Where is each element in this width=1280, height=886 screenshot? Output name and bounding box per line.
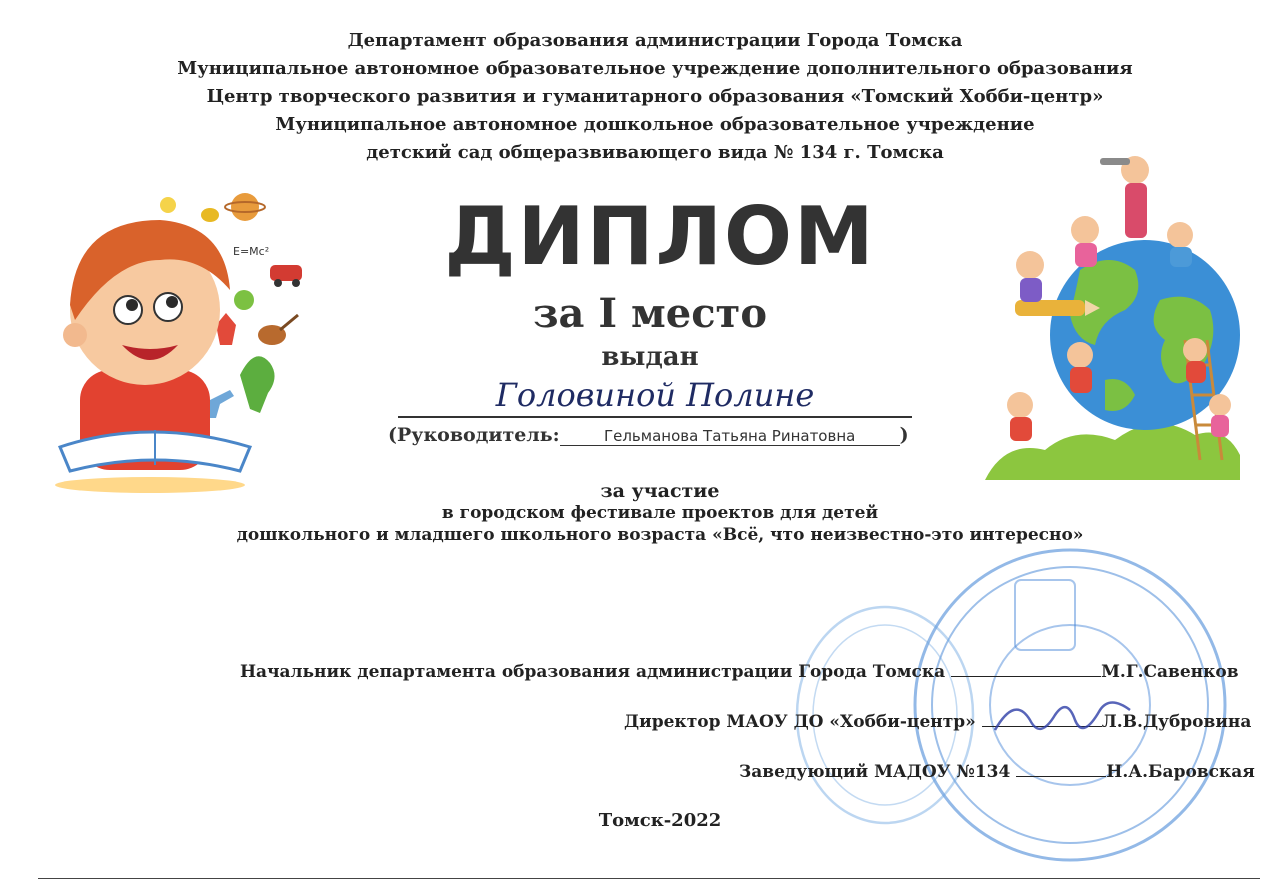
issued-label: выдан xyxy=(601,342,699,372)
lightbulb-icon xyxy=(160,197,176,213)
award-place: за I место xyxy=(532,290,768,337)
signatory-name: Л.В.Дубровина xyxy=(1101,712,1252,732)
signature xyxy=(990,690,1140,750)
bee-icon xyxy=(201,208,219,222)
signatory-position: Директор МАОУ ДО «Хобби-центр» xyxy=(624,712,976,732)
child-figure xyxy=(1007,392,1033,418)
signatory-name: Н.А.Баровская xyxy=(1106,762,1255,782)
supervisor-line xyxy=(388,424,928,446)
supervisor-name: Гельманова Татьяна Ринатовна xyxy=(560,427,900,446)
header xyxy=(0,27,1280,167)
formula-text: E=Mc² xyxy=(233,245,270,258)
reason-line-age-group: дошкольного и младшего школьного возраста «Всё, что неизвестно-это интересно» xyxy=(236,525,1084,545)
award-reason xyxy=(220,480,1100,546)
signatory-name: М.Г.Савенков xyxy=(1101,662,1239,682)
supervisor-close: ) xyxy=(899,424,909,446)
recipient-name: Головиной Полине xyxy=(398,376,912,418)
supervisor-label: (Руководитель: xyxy=(388,424,560,446)
bottom-rule xyxy=(38,878,1260,879)
city-year: Томск-2022 xyxy=(598,810,722,831)
reason-line-festival: в городском фестивале проектов для детей xyxy=(441,503,879,523)
signatory-position: Заведующий МАДОУ №134 xyxy=(739,762,1011,782)
reason-line-participation: за участие xyxy=(600,480,720,502)
signature-row xyxy=(739,762,1255,782)
header-line-hobby-center: Центр творческого развития и гуманитарного образования «Томский Хобби-центр» xyxy=(206,86,1104,107)
boy-reading-illustration xyxy=(40,185,330,495)
header-line-kindergarten-name: детский сад общеразвивающего вида № 134 г. Томска xyxy=(366,142,944,163)
pencil-icon xyxy=(1015,300,1085,316)
signature-row xyxy=(240,662,1239,682)
child-figure xyxy=(1183,338,1207,362)
child-figure xyxy=(1016,251,1044,279)
child-figure xyxy=(1209,394,1231,416)
header-line-institution: Муниципальное автономное образовательное учреждение дополнительного образования xyxy=(177,58,1133,79)
car-icon xyxy=(270,265,302,281)
diploma-title: ДИПЛОМ xyxy=(444,190,876,283)
telescope-icon xyxy=(1100,158,1130,165)
child-figure xyxy=(1067,342,1093,368)
dinosaur-icon xyxy=(240,356,275,413)
header-line-department: Департамент образования администрации Города Томска xyxy=(347,30,963,51)
apple-icon xyxy=(234,290,254,310)
children-globe-illustration xyxy=(985,150,1240,480)
header-line-kindergarten-institution: Муниципальное автономное дошкольное образовательное учреждение xyxy=(275,114,1035,135)
child-figure xyxy=(1071,216,1099,244)
signatory-position: Начальник департамента образования администрации Города Томска xyxy=(240,662,946,682)
child-figure xyxy=(1167,222,1193,248)
signature-row xyxy=(624,712,1251,732)
planet-icon xyxy=(231,193,259,221)
